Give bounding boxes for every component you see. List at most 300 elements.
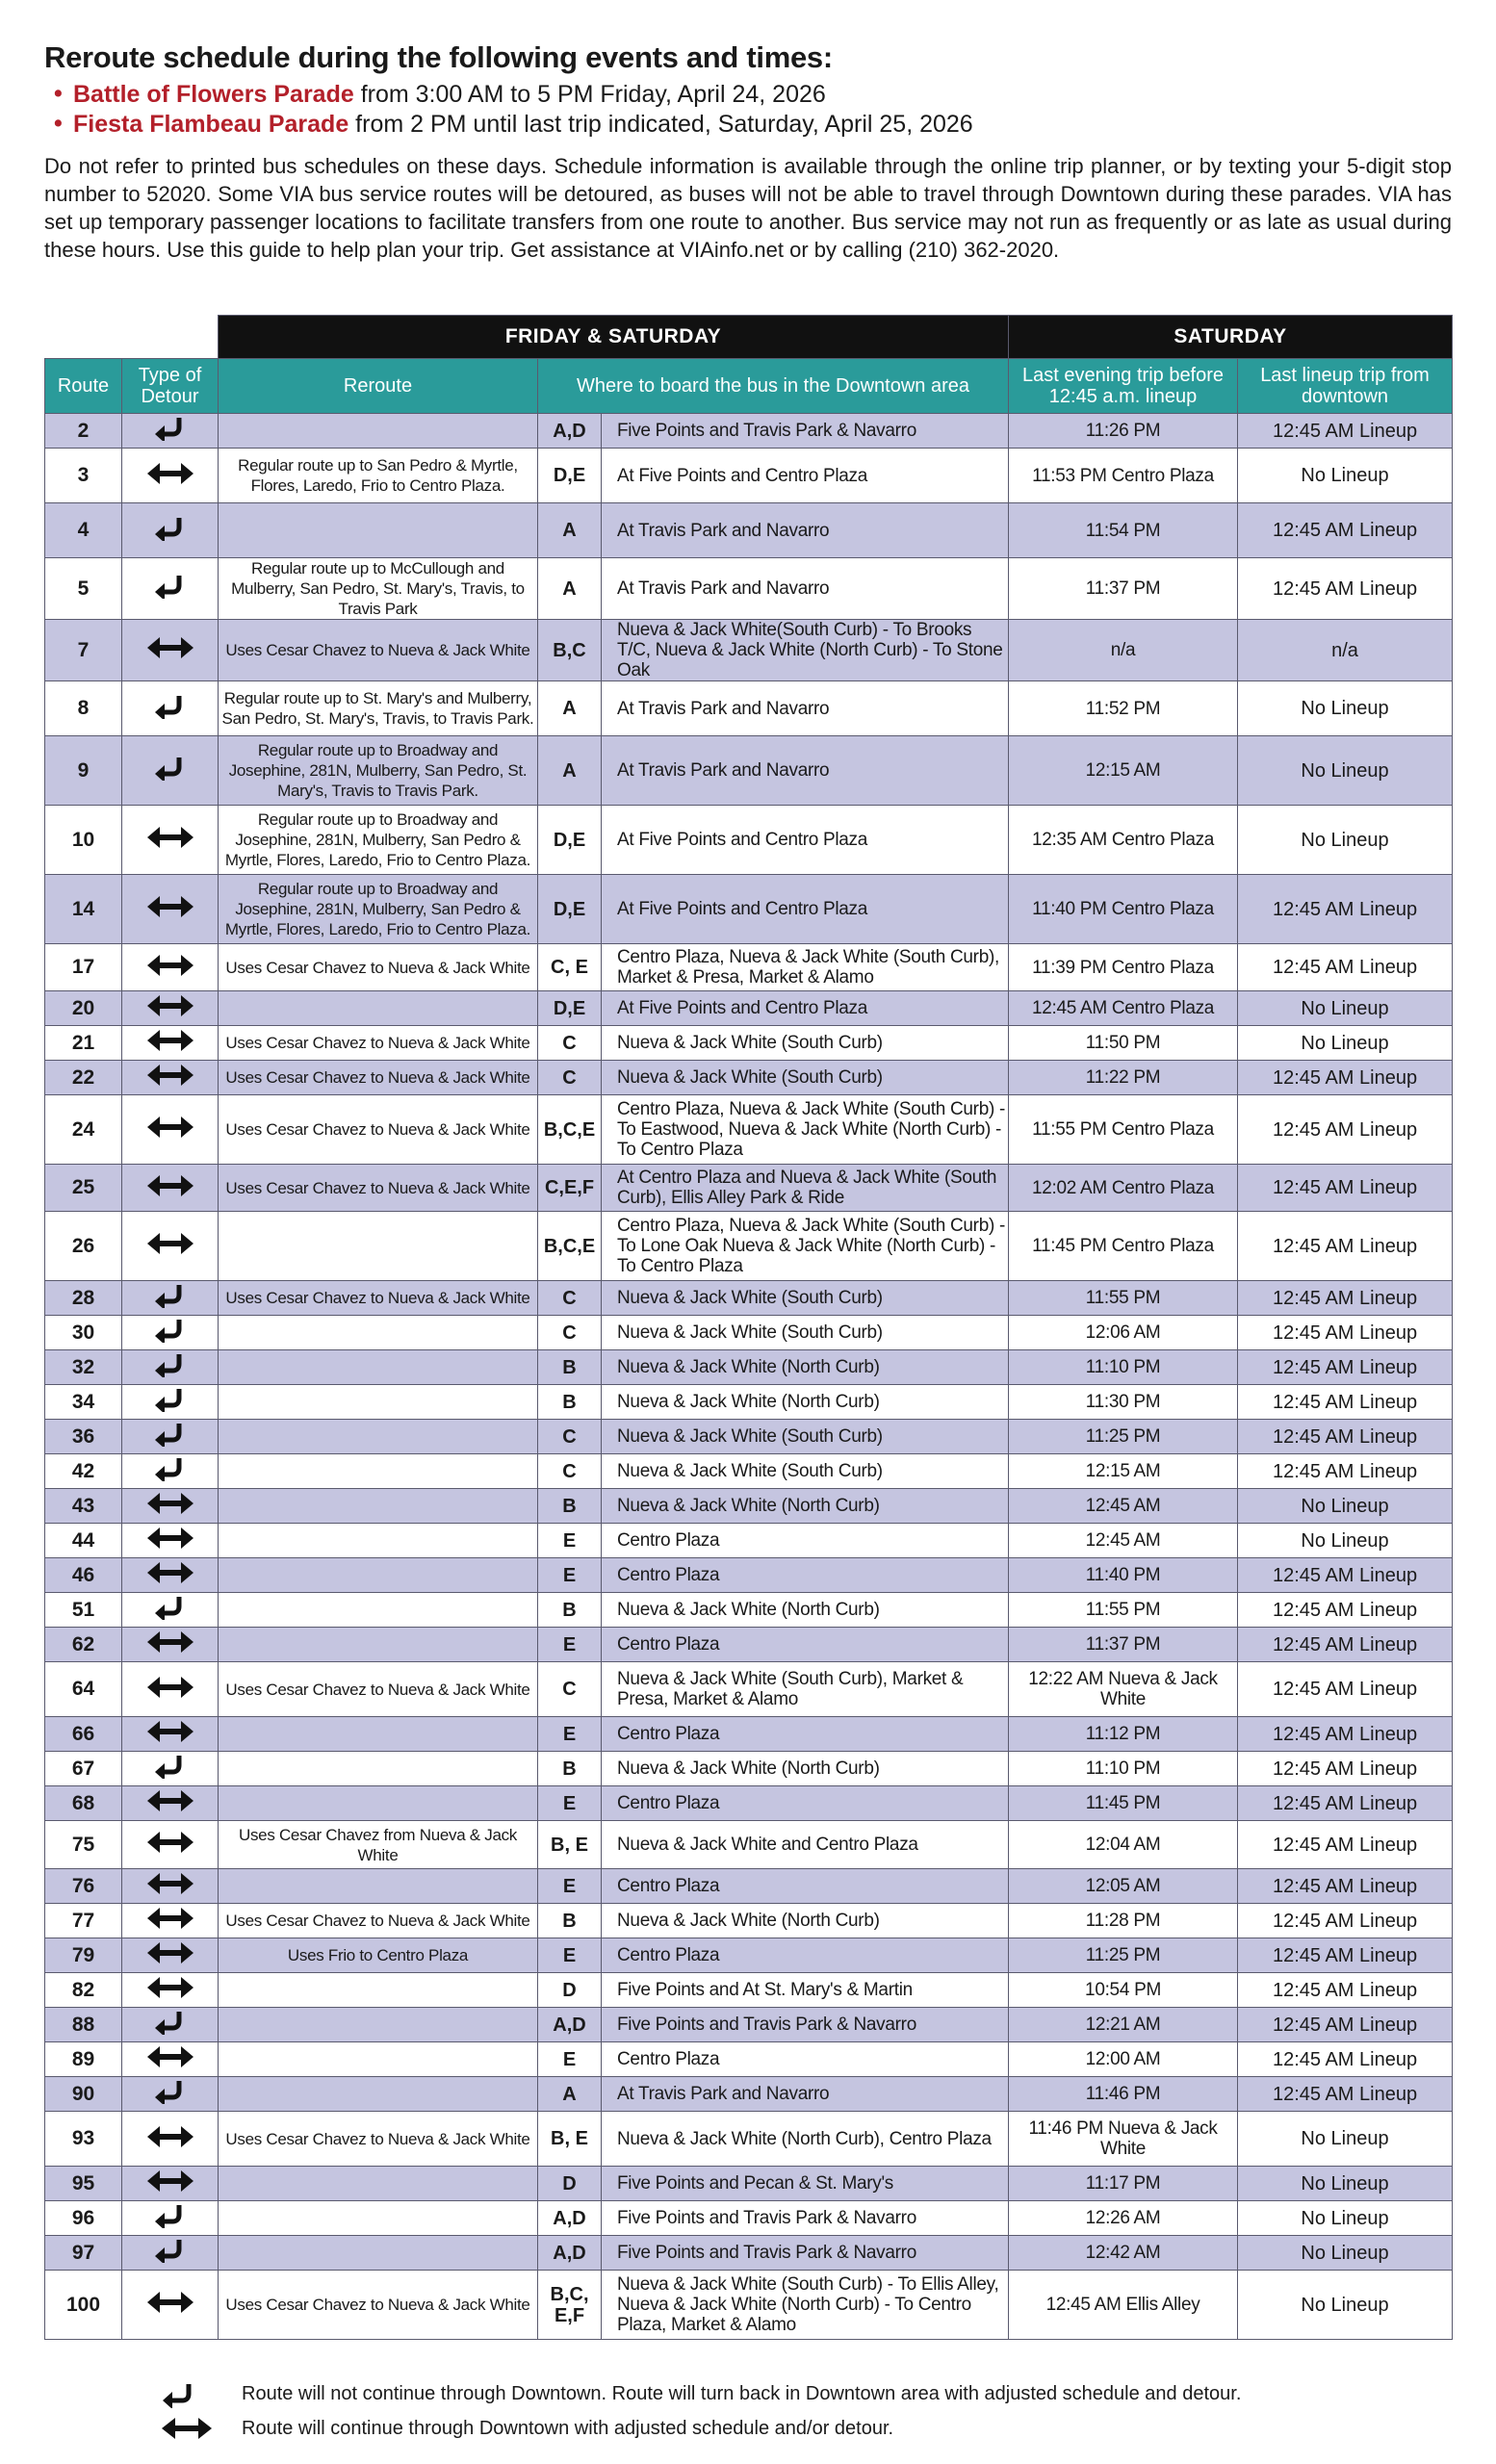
event-detail: from 2 PM until last trip indicated, Saturday, April 25, 2026: [348, 111, 973, 138]
route-cell: 43: [45, 1489, 122, 1524]
turnback-icon: [153, 1352, 188, 1382]
detour-type-cell: [122, 1662, 219, 1717]
table-row: [45, 1212, 1453, 1281]
where-cell: Nueva & Jack White (South Curb): [602, 1420, 1009, 1454]
lineup-cell: 12:45 AM Lineup: [1238, 1558, 1453, 1593]
turnback-icon: [153, 1754, 188, 1784]
turnback-icon: [153, 516, 188, 546]
detour-type-cell: [122, 2271, 219, 2340]
table-row: [45, 558, 1453, 620]
table-row: [45, 1752, 1453, 1786]
board-letters-cell: C: [538, 1316, 602, 1350]
lineup-cell: 12:45 AM Lineup: [1238, 414, 1453, 449]
detour-type-cell: [122, 1095, 219, 1165]
board-letters-cell: A,D: [538, 414, 602, 449]
where-cell: Nueva & Jack White (North Curb): [602, 1385, 1009, 1420]
last-trip-cell: 11:10 PM: [1009, 1350, 1238, 1385]
last-trip-cell: 12:21 AM: [1009, 2008, 1238, 2042]
detour-type-cell: [122, 1938, 219, 1973]
two-way-arrow-icon: [145, 1232, 195, 1260]
turnback-icon: [153, 1387, 188, 1417]
where-cell: Centro Plaza: [602, 1786, 1009, 1821]
reroute-cell: [219, 1628, 538, 1662]
lineup-cell: 12:45 AM Lineup: [1238, 1061, 1453, 1095]
board-letters-cell: B, E: [538, 1821, 602, 1869]
detour-type-cell: [122, 1212, 219, 1281]
lineup-cell: 12:45 AM Lineup: [1238, 1420, 1453, 1454]
board-letters-cell: B: [538, 1593, 602, 1628]
last-trip-cell: 11:25 PM: [1009, 1938, 1238, 1973]
lineup-cell: No Lineup: [1238, 1524, 1453, 1558]
lineup-cell: 12:45 AM Lineup: [1238, 1752, 1453, 1786]
where-cell: Nueva & Jack White (South Curb): [602, 1281, 1009, 1316]
last-trip-cell: 11:45 PM: [1009, 1786, 1238, 1821]
turnback-icon: [153, 1595, 188, 1625]
turnback-icon: [153, 416, 188, 446]
two-way-arrow-icon: [145, 1029, 195, 1057]
where-cell: At Travis Park and Navarro: [602, 681, 1009, 736]
two-way-arrow-icon: [145, 1831, 195, 1859]
table-row: [45, 449, 1453, 503]
two-way-arrow-icon: [145, 1976, 195, 2004]
lineup-cell: 12:45 AM Lineup: [1238, 2042, 1453, 2077]
route-cell: 7: [45, 620, 122, 681]
reroute-cell: Regular route up to Broadway and Josephine, 281N, Mulberry, San Pedro & Myrtle, Flores, Laredo, Frio to Centro Plaza.: [219, 806, 538, 875]
route-cell: 96: [45, 2201, 122, 2236]
detour-type-cell: [122, 1454, 219, 1489]
lineup-cell: 12:45 AM Lineup: [1238, 1281, 1453, 1316]
route-cell: 93: [45, 2112, 122, 2167]
detour-type-cell: [122, 414, 219, 449]
lineup-cell: 12:45 AM Lineup: [1238, 1904, 1453, 1938]
where-cell: At Travis Park and Navarro: [602, 2077, 1009, 2112]
where-cell: Nueva & Jack White (North Curb): [602, 1350, 1009, 1385]
lineup-cell: No Lineup: [1238, 2236, 1453, 2271]
board-letters-cell: B,C,E: [538, 1095, 602, 1165]
route-cell: 17: [45, 944, 122, 991]
lineup-cell: No Lineup: [1238, 1026, 1453, 1061]
col-where: Where to board the bus in the Downtown area: [538, 359, 1009, 414]
last-trip-cell: 11:50 PM: [1009, 1026, 1238, 1061]
detour-type-cell: [122, 991, 219, 1026]
detour-type-cell: [122, 620, 219, 681]
route-cell: 30: [45, 1316, 122, 1350]
route-cell: 67: [45, 1752, 122, 1786]
where-cell: Five Points and Pecan & St. Mary's: [602, 2167, 1009, 2201]
detour-type-cell: [122, 1026, 219, 1061]
board-letters-cell: E: [538, 1869, 602, 1904]
route-cell: 20: [45, 991, 122, 1026]
lineup-cell: 12:45 AM Lineup: [1238, 1095, 1453, 1165]
table-row: [45, 1628, 1453, 1662]
reroute-cell: Uses Cesar Chavez to Nueva & Jack White: [219, 1026, 538, 1061]
last-trip-cell: 12:06 AM: [1009, 1316, 1238, 1350]
route-cell: 10: [45, 806, 122, 875]
where-cell: Nueva & Jack White(South Curb) - To Brooks T/C, Nueva & Jack White (North Curb) - To Stone Oak: [602, 620, 1009, 681]
reroute-cell: Regular route up to San Pedro & Myrtle, Flores, Laredo, Frio to Centro Plaza.: [219, 449, 538, 503]
detour-type-cell: [122, 1904, 219, 1938]
two-way-arrow-icon: [145, 1676, 195, 1704]
table-row: [45, 991, 1453, 1026]
two-way-arrow-icon: [145, 2045, 195, 2073]
turnback-icon: [160, 2381, 198, 2414]
reroute-cell: Uses Cesar Chavez to Nueva & Jack White: [219, 1095, 538, 1165]
table-row: [45, 1973, 1453, 2008]
where-cell: Nueva & Jack White (North Curb), Centro Plaza: [602, 2112, 1009, 2167]
where-cell: Nueva & Jack White (South Curb): [602, 1316, 1009, 1350]
route-cell: 46: [45, 1558, 122, 1593]
reroute-cell: [219, 1786, 538, 1821]
table-row: [45, 944, 1453, 991]
lineup-cell: 12:45 AM Lineup: [1238, 1821, 1453, 1869]
board-letters-cell: A: [538, 681, 602, 736]
route-cell: 88: [45, 2008, 122, 2042]
where-cell: Nueva & Jack White (South Curb) - To Ellis Alley, Nueva & Jack White (North Curb) - To Centro Plaza, Market & Alamo: [602, 2271, 1009, 2340]
two-way-arrow-icon: [145, 1907, 195, 1935]
table-row: [45, 1869, 1453, 1904]
board-letters-cell: D,E: [538, 449, 602, 503]
turnback-icon: [153, 1283, 188, 1313]
board-letters-cell: B: [538, 1385, 602, 1420]
route-cell: 82: [45, 1973, 122, 2008]
table-row: [45, 806, 1453, 875]
table-row: [45, 1786, 1453, 1821]
table-row: [45, 875, 1453, 944]
board-letters-cell: E: [538, 1524, 602, 1558]
where-cell: At Five Points and Centro Plaza: [602, 991, 1009, 1026]
where-cell: Nueva & Jack White (North Curb): [602, 1593, 1009, 1628]
where-cell: Five Points and Travis Park & Navarro: [602, 2201, 1009, 2236]
reroute-cell: [219, 1385, 538, 1420]
board-letters-cell: B,C,E: [538, 1212, 602, 1281]
last-trip-cell: 11:45 PM Centro Plaza: [1009, 1212, 1238, 1281]
lineup-cell: 12:45 AM Lineup: [1238, 1973, 1453, 2008]
reroute-cell: Uses Cesar Chavez to Nueva & Jack White: [219, 1165, 538, 1212]
where-cell: Nueva & Jack White (North Curb): [602, 1752, 1009, 1786]
board-letters-cell: A: [538, 558, 602, 620]
reroute-cell: [219, 1558, 538, 1593]
route-cell: 68: [45, 1786, 122, 1821]
lineup-cell: 12:45 AM Lineup: [1238, 1316, 1453, 1350]
last-trip-cell: 11:55 PM Centro Plaza: [1009, 1095, 1238, 1165]
last-trip-cell: 11:30 PM: [1009, 1385, 1238, 1420]
page-title: Reroute schedule during the following events and times:: [44, 40, 833, 74]
reroute-cell: [219, 1717, 538, 1752]
reroute-cell: [219, 2042, 538, 2077]
table-row: [45, 681, 1453, 736]
detour-type-cell: [122, 1316, 219, 1350]
last-trip-cell: 11:26 PM: [1009, 414, 1238, 449]
table-row: [45, 1095, 1453, 1165]
reroute-cell: [219, 1454, 538, 1489]
two-way-arrow-icon: [145, 1941, 195, 1969]
board-letters-cell: B,C: [538, 620, 602, 681]
route-cell: 64: [45, 1662, 122, 1717]
two-way-arrow-icon: [145, 1720, 195, 1748]
turnback-icon: [153, 1318, 188, 1348]
route-cell: 26: [45, 1212, 122, 1281]
event-detail: from 3:00 AM to 5 PM Friday, April 24, 2026: [353, 81, 826, 108]
reroute-cell: Uses Cesar Chavez to Nueva & Jack White: [219, 1281, 538, 1316]
two-way-arrow-icon: [145, 462, 195, 490]
board-letters-cell: B: [538, 1350, 602, 1385]
detour-type-cell: [122, 1869, 219, 1904]
intro-paragraph: Do not refer to printed bus schedules on these days. Schedule information is available through the online trip planner, or by texting your 5-digit stop number to 52020. Some VIA bus service routes will be detoured, as buses will not be able to travel through Downtown during these parades. VIA has set up temporary passenger locations to facilitate transfers from one route to another. Bus service may not run as frequently or as late as usual during these hours. Use this guide to help plan your trip. Get assistance at VIAinfo.net or by calling (210) 362-2020.: [44, 154, 1452, 262]
route-cell: 100: [45, 2271, 122, 2340]
table-row: [45, 1904, 1453, 1938]
detour-type-cell: [122, 1973, 219, 2008]
last-trip-cell: 12:22 AM Nueva & Jack White: [1009, 1662, 1238, 1717]
detour-type-cell: [122, 1165, 219, 1212]
legend-through: [44, 2416, 1452, 2451]
board-letters-cell: B,C, E,F: [538, 2271, 602, 2340]
last-trip-cell: 11:40 PM: [1009, 1558, 1238, 1593]
where-cell: At Five Points and Centro Plaza: [602, 875, 1009, 944]
where-cell: Nueva & Jack White and Centro Plaza: [602, 1821, 1009, 1869]
detour-type-cell: [122, 503, 219, 558]
board-letters-cell: B: [538, 1489, 602, 1524]
legend-turnback-text: Route will not continue through Downtown. Route will turn back in Downtown area with adjusted schedule and detour.: [242, 2383, 1242, 2404]
last-trip-cell: 11:37 PM: [1009, 558, 1238, 620]
table-row: [45, 2077, 1453, 2112]
last-trip-cell: 11:25 PM: [1009, 1420, 1238, 1454]
table-row: [45, 1350, 1453, 1385]
board-letters-cell: B, E: [538, 2112, 602, 2167]
lineup-cell: 12:45 AM Lineup: [1238, 875, 1453, 944]
two-way-arrow-icon: [145, 1789, 195, 1817]
route-cell: 14: [45, 875, 122, 944]
two-way-arrow-icon: [145, 1116, 195, 1143]
reroute-cell: [219, 2077, 538, 2112]
table-row: [45, 1593, 1453, 1628]
table-row: [45, 1524, 1453, 1558]
detour-type-cell: [122, 2167, 219, 2201]
col-route: Route: [45, 359, 122, 414]
where-cell: Nueva & Jack White (South Curb), Market & Presa, Market & Alamo: [602, 1662, 1009, 1717]
route-cell: 5: [45, 558, 122, 620]
last-trip-cell: 12:26 AM: [1009, 2201, 1238, 2236]
table-row: [45, 2201, 1453, 2236]
where-cell: At Five Points and Centro Plaza: [602, 449, 1009, 503]
detour-type-cell: [122, 2236, 219, 2271]
table-row: [45, 1281, 1453, 1316]
route-cell: 22: [45, 1061, 122, 1095]
two-way-arrow-icon: [145, 1630, 195, 1658]
last-trip-cell: 12:02 AM Centro Plaza: [1009, 1165, 1238, 1212]
detour-type-cell: [122, 1350, 219, 1385]
last-trip-cell: 10:54 PM: [1009, 1973, 1238, 2008]
table-row: [45, 1454, 1453, 1489]
column-header-row: [45, 359, 1453, 414]
two-way-arrow-icon: [145, 954, 195, 982]
route-cell: 9: [45, 736, 122, 806]
band-friday-saturday: FRIDAY & SATURDAY: [219, 316, 1009, 359]
legend-through-text: Route will continue through Downtown with adjusted schedule and/or detour.: [242, 2418, 894, 2439]
board-letters-cell: A,D: [538, 2236, 602, 2271]
route-cell: 24: [45, 1095, 122, 1165]
lineup-cell: 12:45 AM Lineup: [1238, 1938, 1453, 1973]
board-letters-cell: D,E: [538, 991, 602, 1026]
detour-type-cell: [122, 681, 219, 736]
where-cell: Centro Plaza: [602, 1938, 1009, 1973]
col-lineup: Last lineup trip from downtown: [1238, 359, 1453, 414]
detour-type-cell: [122, 1717, 219, 1752]
lineup-cell: No Lineup: [1238, 991, 1453, 1026]
board-letters-cell: A,D: [538, 2008, 602, 2042]
reroute-cell: [219, 1350, 538, 1385]
board-letters-cell: E: [538, 1558, 602, 1593]
turnback-icon: [153, 756, 188, 785]
last-trip-cell: 12:35 AM Centro Plaza: [1009, 806, 1238, 875]
last-trip-cell: 12:42 AM: [1009, 2236, 1238, 2271]
table-row: [45, 1489, 1453, 1524]
header: [44, 40, 1452, 264]
table-row: [45, 503, 1453, 558]
table-row: [45, 2042, 1453, 2077]
reroute-cell: Uses Cesar Chavez to Nueva & Jack White: [219, 2271, 538, 2340]
table-row: [45, 1821, 1453, 1869]
reroute-cell: Regular route up to St. Mary's and Mulberry, San Pedro, St. Mary's, Travis, to Travis Park.: [219, 681, 538, 736]
where-cell: At Five Points and Centro Plaza: [602, 806, 1009, 875]
where-cell: Centro Plaza: [602, 1558, 1009, 1593]
route-cell: 36: [45, 1420, 122, 1454]
event-item: [54, 110, 1452, 139]
lineup-cell: 12:45 AM Lineup: [1238, 1786, 1453, 1821]
reroute-cell: [219, 1973, 538, 2008]
detour-type-cell: [122, 1593, 219, 1628]
reroute-cell: [219, 414, 538, 449]
col-reroute: Reroute: [219, 359, 538, 414]
reroute-cell: [219, 503, 538, 558]
last-trip-cell: 12:45 AM Ellis Alley: [1009, 2271, 1238, 2340]
table-row: [45, 1316, 1453, 1350]
route-cell: 32: [45, 1350, 122, 1385]
last-trip-cell: 12:15 AM: [1009, 1454, 1238, 1489]
route-cell: 28: [45, 1281, 122, 1316]
reroute-cell: Uses Cesar Chavez to Nueva & Jack White: [219, 2112, 538, 2167]
table-row: [45, 620, 1453, 681]
last-trip-cell: 11:40 PM Centro Plaza: [1009, 875, 1238, 944]
last-trip-cell: 11:55 PM: [1009, 1593, 1238, 1628]
board-letters-cell: E: [538, 1786, 602, 1821]
detour-type-cell: [122, 2008, 219, 2042]
last-trip-cell: 11:17 PM: [1009, 2167, 1238, 2201]
board-letters-cell: A: [538, 503, 602, 558]
lineup-cell: 12:45 AM Lineup: [1238, 1165, 1453, 1212]
reroute-cell: [219, 2008, 538, 2042]
lineup-cell: 12:45 AM Lineup: [1238, 2008, 1453, 2042]
route-cell: 75: [45, 1821, 122, 1869]
route-cell: 44: [45, 1524, 122, 1558]
route-cell: 77: [45, 1904, 122, 1938]
table-row: [45, 1385, 1453, 1420]
reroute-cell: Uses Frio to Centro Plaza: [219, 1938, 538, 1973]
two-way-arrow-icon: [145, 994, 195, 1022]
event-item: [54, 80, 1452, 109]
two-way-arrow-icon: [160, 2416, 214, 2447]
last-trip-cell: 11:54 PM: [1009, 503, 1238, 558]
reroute-cell: [219, 2167, 538, 2201]
where-cell: Five Points and At St. Mary's & Martin: [602, 1973, 1009, 2008]
schedule-table: [44, 315, 1453, 2340]
table-row: [45, 1061, 1453, 1095]
where-cell: Five Points and Travis Park & Navarro: [602, 414, 1009, 449]
two-way-arrow-icon: [145, 1561, 195, 1589]
table-row: [45, 1938, 1453, 1973]
last-trip-cell: 11:10 PM: [1009, 1752, 1238, 1786]
lineup-cell: 12:45 AM Lineup: [1238, 1350, 1453, 1385]
where-cell: Centro Plaza, Nueva & Jack White (South Curb) - To Lone Oak Nueva & Jack White (North Curb) - To Centro Plaza: [602, 1212, 1009, 1281]
board-letters-cell: A: [538, 736, 602, 806]
route-cell: 34: [45, 1385, 122, 1420]
two-way-arrow-icon: [145, 1492, 195, 1520]
band-blank: [45, 316, 219, 359]
detour-type-cell: [122, 1061, 219, 1095]
band-row: [45, 316, 1453, 359]
board-letters-cell: D,E: [538, 806, 602, 875]
last-trip-cell: n/a: [1009, 620, 1238, 681]
lineup-cell: No Lineup: [1238, 681, 1453, 736]
reroute-cell: [219, 1489, 538, 1524]
reroute-cell: Uses Cesar Chavez to Nueva & Jack White: [219, 1662, 538, 1717]
table-row: [45, 1717, 1453, 1752]
reroute-cell: [219, 1420, 538, 1454]
where-cell: At Travis Park and Navarro: [602, 503, 1009, 558]
last-trip-cell: 11:55 PM: [1009, 1281, 1238, 1316]
lineup-cell: 12:45 AM Lineup: [1238, 1869, 1453, 1904]
detour-type-cell: [122, 1524, 219, 1558]
where-cell: Centro Plaza: [602, 1869, 1009, 1904]
col-type: Type of Detour: [122, 359, 219, 414]
table-row: [45, 2271, 1453, 2340]
route-cell: 2: [45, 414, 122, 449]
two-way-arrow-icon: [145, 1527, 195, 1554]
detour-type-cell: [122, 875, 219, 944]
last-trip-cell: 12:00 AM: [1009, 2042, 1238, 2077]
route-cell: 79: [45, 1938, 122, 1973]
detour-type-cell: [122, 1752, 219, 1786]
board-letters-cell: C: [538, 1662, 602, 1717]
event-name: Battle of Flowers Parade: [73, 81, 354, 108]
last-trip-cell: 11:39 PM Centro Plaza: [1009, 944, 1238, 991]
where-cell: Five Points and Travis Park & Navarro: [602, 2008, 1009, 2042]
board-letters-cell: D: [538, 2167, 602, 2201]
route-cell: 51: [45, 1593, 122, 1628]
two-way-arrow-icon: [145, 2291, 195, 2319]
board-letters-cell: B: [538, 1904, 602, 1938]
board-letters-cell: C, E: [538, 944, 602, 991]
where-cell: Nueva & Jack White (North Curb): [602, 1489, 1009, 1524]
route-cell: 25: [45, 1165, 122, 1212]
where-cell: Centro Plaza, Nueva & Jack White (South Curb), Market & Presa, Market & Alamo: [602, 944, 1009, 991]
detour-type-cell: [122, 1821, 219, 1869]
route-cell: 62: [45, 1628, 122, 1662]
board-letters-cell: C: [538, 1026, 602, 1061]
two-way-arrow-icon: [145, 2169, 195, 2197]
detour-type-cell: [122, 1385, 219, 1420]
two-way-arrow-icon: [145, 1064, 195, 1091]
last-trip-cell: 11:12 PM: [1009, 1717, 1238, 1752]
reroute-cell: [219, 1212, 538, 1281]
detour-type-cell: [122, 2042, 219, 2077]
last-trip-cell: 11:22 PM: [1009, 1061, 1238, 1095]
lineup-cell: No Lineup: [1238, 449, 1453, 503]
route-cell: 97: [45, 2236, 122, 2271]
table-row: [45, 1662, 1453, 1717]
where-cell: Nueva & Jack White (South Curb): [602, 1061, 1009, 1095]
route-cell: 90: [45, 2077, 122, 2112]
last-trip-cell: 11:46 PM Nueva & Jack White: [1009, 2112, 1238, 2167]
